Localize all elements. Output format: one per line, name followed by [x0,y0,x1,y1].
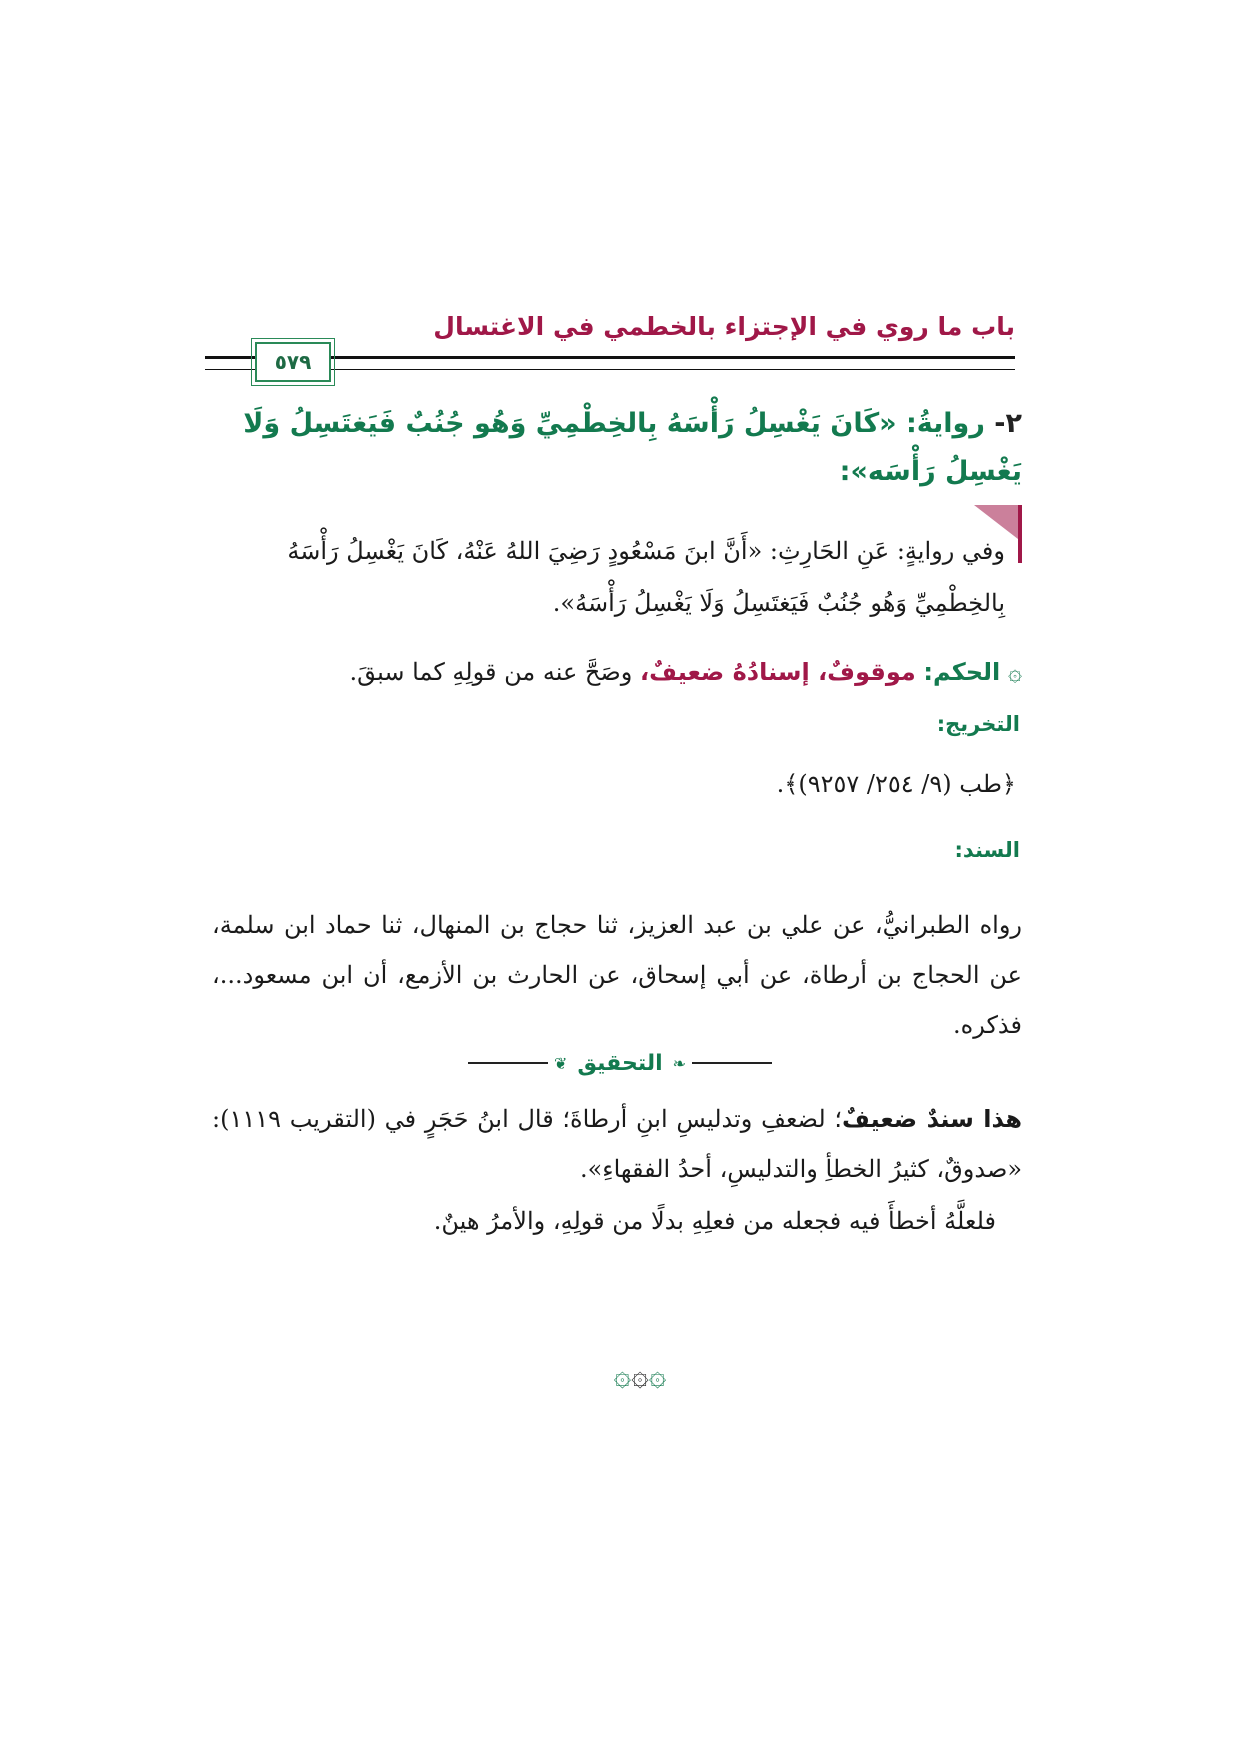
section-divider [200,1048,1040,1078]
divider-line [692,1062,772,1064]
conclusion-paragraph: فلعلَّهُ أخطأَ فيه فجعله من فعلِهِ بدلًا من قولِهِ، والأمرُ هينٌ. [433,1207,996,1235]
tahqiq-lead: هذا سندٌ ضعيفٌ [842,1105,1022,1133]
ruling-label: الحكم: [923,658,1001,686]
sanad-paragraph: رواه الطبرانيُّ، عن علي بن عبد العزيز، ثنا حجاج بن المنهال، ثنا حماد ابن سلمة، عن الحجاج بن أرطاة، عن أبي إسحاق، عن الحارث بن الأزمع، أن ابن مسعود...، فذكره. [212,911,1022,1039]
item-number: ٢- [994,408,1022,439]
ruling-value: موقوفٌ، إسنادُهُ ضعيفٌ، [640,658,916,686]
footer-ornament [570,1358,710,1393]
item-heading-text: روايةُ: «كَانَ يَغْسِلُ رَأْسَهُ بِالخِطْمِيِّ وَهُو جُنُبٌ فَيَغتَسِلُ وَلَا يَغْسِلُ رَأْسَه»: [243,408,1022,487]
takhrij-label: التخريج: [936,712,1020,736]
page-number-badge: ٥٧٩ [255,342,331,382]
rosette-icon: ۞ [631,1358,649,1393]
rosette-icon: ۞ [1007,658,1022,686]
divider-line [468,1062,548,1064]
ruling-line [232,652,1022,692]
tahqiq-paragraph [212,1094,1022,1194]
page-header [205,312,1015,382]
chapter-title: باب ما روي في الإجتزاء بالخطمي في الاغتسال [433,312,1015,341]
tahqiq-text: ؛ لضعفِ وتدليسِ ابنِ أرطاةَ؛ قال ابنُ حَجَرٍ في (التقريب ١١١٩): «صدوقٌ، كثيرُ الخطأِ والتدليسِ، أحدُ الفقهاءِ». [212,1105,1022,1183]
divider-ornament-icon: ❦ [553,1053,568,1073]
takhrij-text: ﴿طب (٩/ ٢٥٤/ ٩٢٥٧)﴾. [776,770,1016,798]
rosette-icon: ۞ [648,1358,667,1393]
ruling-rest: وصَحَّ عنه من قولِهِ كما سبقَ. [349,658,633,686]
divider-ornament-icon: ❧ [672,1053,687,1073]
rosette-icon: ۞ [613,1358,632,1393]
tahqiq-title: التحقيق [577,1050,663,1076]
item-heading [212,400,1022,496]
sanad-label: السند: [954,838,1020,862]
riwaya-paragraph: وفي روايةٍ: عَنِ الحَارِثِ: «أَنَّ ابنَ مَسْعُودٍ رَضِيَ اللهُ عَنْهُ، كَانَ يَغْسِلُ رَأْسَهُ بِالخِطْمِيِّ وَهُو جُنُبٌ فَيَغتَسِلُ وَلَا يَغْسِلُ رَأْسَهُ». [287,537,1005,617]
